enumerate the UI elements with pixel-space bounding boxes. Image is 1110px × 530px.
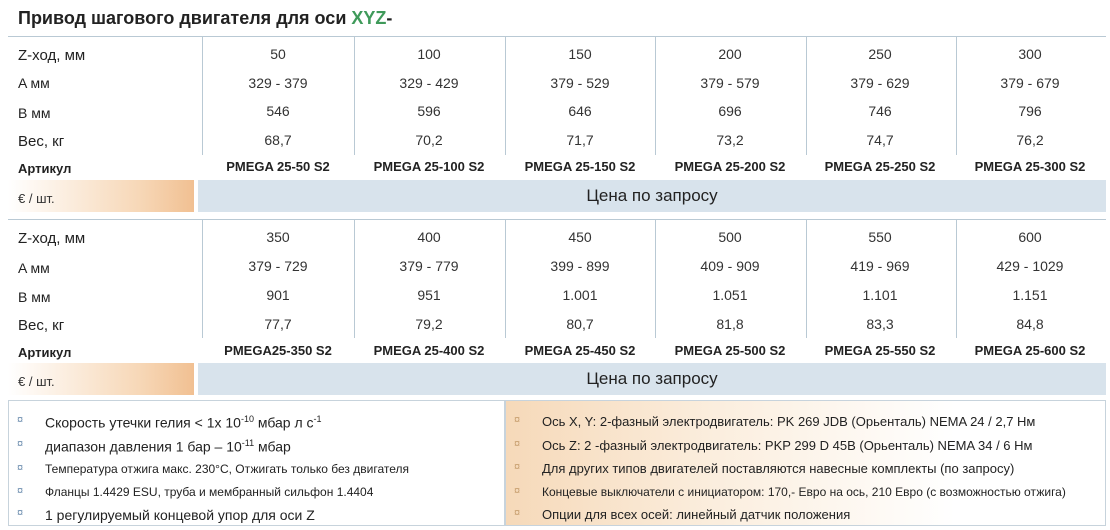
a-value: 329 - 429 [399,75,459,91]
z-value: 550 [868,229,892,245]
b-value: 1.001 [562,287,598,303]
a-value: 379 - 579 [700,75,760,91]
a-value: 379 - 779 [399,258,459,274]
article-code: PMEGA 25-500 S2 [674,343,786,358]
z-value: 100 [417,46,441,62]
a-mm-label: A мм [18,75,50,91]
z-value: 200 [718,46,742,62]
b-value: 796 [1018,103,1042,119]
a-value: 409 - 909 [700,258,760,274]
b-value: 596 [417,103,441,119]
article-code: PMEGA 25-600 S2 [974,343,1086,358]
bullet-icon: ¤ [17,414,24,426]
b-value: 546 [266,103,290,119]
spec-table-2 [8,219,1106,338]
b-value: 646 [568,103,592,119]
article-row-1 [8,156,1106,178]
article-code: PMEGA 25-150 S2 [524,159,636,174]
b-mm-label: B мм [18,289,51,305]
article-code: PMEGA 25-100 S2 [373,159,485,174]
z-value: 350 [266,229,290,245]
currency-cell: € / шт. [8,363,194,395]
currency-cell: € / шт. [8,180,194,212]
specs-notes-box: ¤ Скорость утечки гелия < 1х $10^{-10}$ мбар л $с^{-1}$ ¤ диапазон давления 1 бар – $10^{-11}$ мбар ¤ Температура отжига макс. 230°C, Отжигать только без двигателя ¤ Фланцы 1.4429 ESU, труба и мембранный сильфон 1.4404 ¤ 1 регулируемый концевой упор для оси Z [8,400,505,526]
article-code: PMEGA 25-400 S2 [373,343,485,358]
b-value: 951 [417,287,441,303]
a-mm-label: A мм [18,260,50,276]
bullet-icon: ¤ [17,462,24,474]
bullet-icon: ¤ [514,461,521,473]
weight-value: 68,7 [264,132,292,148]
bullet-icon: ¤ [17,438,24,450]
article-code: PMEGA 25-50 S2 [226,159,330,174]
a-value: 379 - 679 [1000,75,1060,91]
title-accent: XYZ [351,8,387,28]
weight-label: Вес, кг [18,317,65,334]
article-row-2 [8,340,1106,362]
price-row-2 [8,363,1106,395]
article-code: PMEGA 25-250 S2 [824,159,936,174]
a-value: 379 - 529 [550,75,610,91]
bullet-icon: ¤ [514,414,521,426]
page-title: Привод шагового двигателя для оси XYZ- [18,8,393,28]
article-code: PMEGA25-350 S2 [224,343,332,358]
notes-section [8,400,1106,526]
price-row-1 [8,180,1106,212]
weight-value: 74,7 [866,132,894,148]
bullet-icon: ¤ [514,438,521,450]
b-mm-label: B мм [18,105,51,121]
weight-value: 84,8 [1016,316,1044,332]
bullet-icon: ¤ [17,485,24,497]
weight-value: 79,2 [415,316,443,332]
article-code: PMEGA 25-450 S2 [524,343,636,358]
weight-value: 83,3 [866,316,894,332]
z-value: 450 [568,229,592,245]
bullet-icon: ¤ [514,507,521,519]
weight-value: 77,7 [264,316,292,332]
b-value: 746 [868,103,892,119]
bullet-icon: ¤ [514,485,521,497]
weight-value: 73,2 [716,132,744,148]
z-value: 400 [417,229,441,245]
z-value: 250 [868,46,892,62]
spec-table-1 [8,36,1106,155]
article-label: Артикул [18,161,72,176]
bullet-icon: ¤ [17,507,24,519]
weight-value: 70,2 [415,132,443,148]
b-value: 1.151 [1012,287,1048,303]
b-value: 696 [718,103,742,119]
z-value: 600 [1018,229,1042,245]
z-value: 300 [1018,46,1042,62]
weight-label: Вес, кг [18,133,65,150]
z-value: 150 [568,46,592,62]
a-value: 329 - 379 [248,75,308,91]
article-code: PMEGA 25-300 S2 [974,159,1086,174]
b-value: 1.101 [862,287,898,303]
z-value: 50 [270,46,286,62]
z-stroke-label: Z-ход, мм [18,230,86,247]
z-stroke-label: Z-ход, мм [18,47,86,64]
motor-notes-box: ¤ Ось X, Y: 2-фазный электродвигатель: PK 269 JDB (Орьенталь) NEMA 24 / 2,7 Нм ¤ Ось Z: 2 -фазный электродвигатель: PKP 299 D 45B (Орьенталь) NEMA 34 / 6 Нм ¤ Для других типов двигателей поставляются навесные комплекты (по запросу) ¤ Концевые выключатели с инициатором: 170,- Евро на ось, 210 Евро (с возможностью отжига) ¤ Опции для всех осей: линейный датчик положения [505,400,1106,526]
a-value: 379 - 729 [248,258,308,274]
weight-value: 71,7 [566,132,594,148]
weight-value: 76,2 [1016,132,1044,148]
article-code: PMEGA 25-200 S2 [674,159,786,174]
a-value: 399 - 899 [550,258,610,274]
a-value: 429 - 1029 [996,258,1064,274]
z-value: 500 [718,229,742,245]
weight-value: 80,7 [566,316,594,332]
article-code: PMEGA 25-550 S2 [824,343,936,358]
price-on-request: Цена по запросу [198,363,1106,395]
b-value: 901 [266,287,290,303]
article-label: Артикул [18,345,72,360]
weight-value: 81,8 [716,316,744,332]
price-on-request: Цена по запросу [198,180,1106,212]
a-value: 419 - 969 [850,258,910,274]
b-value: 1.051 [712,287,748,303]
a-value: 379 - 629 [850,75,910,91]
